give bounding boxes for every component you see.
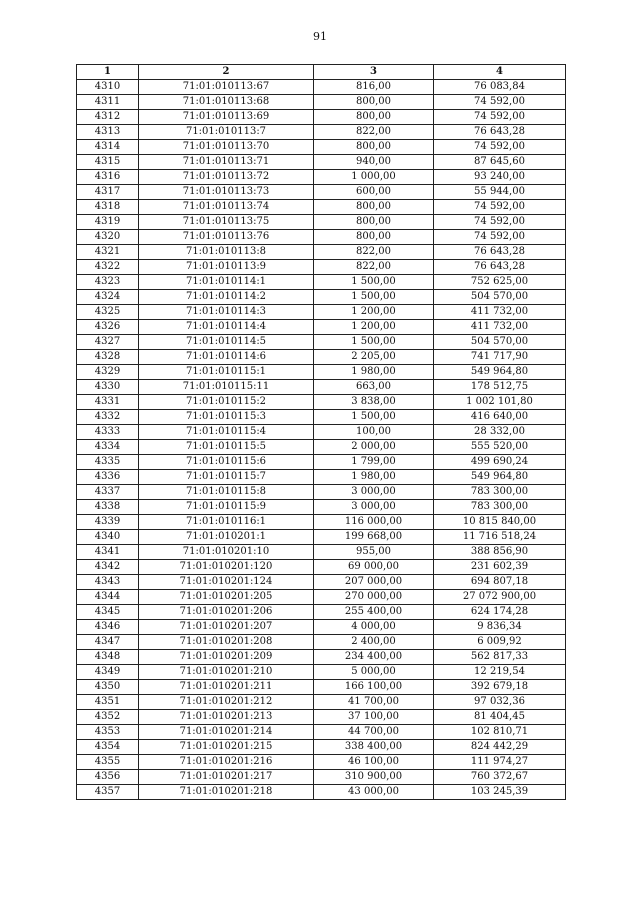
row-number-cell: 4310: [77, 80, 139, 95]
value-cell: 28 332,00: [434, 425, 566, 440]
row-number-cell: 4338: [77, 500, 139, 515]
cadastral-number-cell: 71:01:010201:213: [139, 710, 314, 725]
cadastral-number-cell: 71:01:010113:71: [139, 155, 314, 170]
area-cell: 955,00: [314, 545, 434, 560]
area-cell: 600,00: [314, 185, 434, 200]
value-cell: 562 817,33: [434, 650, 566, 665]
row-number-cell: 4333: [77, 425, 139, 440]
row-number-cell: 4316: [77, 170, 139, 185]
cadastral-number-cell: 71:01:010201:10: [139, 545, 314, 560]
cadastral-number-cell: 71:01:010113:68: [139, 95, 314, 110]
area-cell: 1 200,00: [314, 320, 434, 335]
cadastral-number-cell: 71:01:010113:76: [139, 230, 314, 245]
value-cell: 87 645,60: [434, 155, 566, 170]
row-number-cell: 4334: [77, 440, 139, 455]
table-row: [77, 575, 566, 590]
table-row: [77, 380, 566, 395]
area-cell: 800,00: [314, 200, 434, 215]
value-cell: 111 974,27: [434, 755, 566, 770]
value-cell: 74 592,00: [434, 140, 566, 155]
table-row: [77, 155, 566, 170]
cadastral-number-cell: 71:01:010113:7: [139, 125, 314, 140]
row-number-cell: 4347: [77, 635, 139, 650]
value-cell: 74 592,00: [434, 110, 566, 125]
row-number-cell: 4318: [77, 200, 139, 215]
cadastral-number-cell: 71:01:010113:67: [139, 80, 314, 95]
area-cell: 663,00: [314, 380, 434, 395]
value-cell: 93 240,00: [434, 170, 566, 185]
table-row: [77, 95, 566, 110]
row-number-cell: 4343: [77, 575, 139, 590]
cadastral-number-cell: 71:01:010201:1: [139, 530, 314, 545]
cadastral-number-cell: 71:01:010115:3: [139, 410, 314, 425]
row-number-cell: 4349: [77, 665, 139, 680]
table-row: [77, 395, 566, 410]
row-number-cell: 4319: [77, 215, 139, 230]
area-cell: 207 000,00: [314, 575, 434, 590]
table-row: [77, 680, 566, 695]
cadastral-number-cell: 71:01:010115:11: [139, 380, 314, 395]
row-number-cell: 4356: [77, 770, 139, 785]
table-row: [77, 290, 566, 305]
value-cell: 231 602,39: [434, 560, 566, 575]
table-row: [77, 140, 566, 155]
area-cell: 37 100,00: [314, 710, 434, 725]
area-cell: 822,00: [314, 260, 434, 275]
cadastral-number-cell: 71:01:010201:120: [139, 560, 314, 575]
cadastral-number-cell: 71:01:010115:5: [139, 440, 314, 455]
table-row: [77, 530, 566, 545]
value-cell: 102 810,71: [434, 725, 566, 740]
value-cell: 1 002 101,80: [434, 395, 566, 410]
row-number-cell: 4339: [77, 515, 139, 530]
value-cell: 752 625,00: [434, 275, 566, 290]
value-cell: 9 836,34: [434, 620, 566, 635]
value-cell: 416 640,00: [434, 410, 566, 425]
area-cell: 255 400,00: [314, 605, 434, 620]
row-number-cell: 4314: [77, 140, 139, 155]
area-cell: 234 400,00: [314, 650, 434, 665]
value-cell: 103 245,39: [434, 785, 566, 800]
row-number-cell: 4335: [77, 455, 139, 470]
area-cell: 822,00: [314, 245, 434, 260]
value-cell: 81 404,45: [434, 710, 566, 725]
value-cell: 76 643,28: [434, 125, 566, 140]
value-cell: 504 570,00: [434, 335, 566, 350]
cadastral-number-cell: 71:01:010115:6: [139, 455, 314, 470]
cadastral-number-cell: 71:01:010115:1: [139, 365, 314, 380]
value-cell: 783 300,00: [434, 500, 566, 515]
row-number-cell: 4355: [77, 755, 139, 770]
cadastral-number-cell: 71:01:010115:7: [139, 470, 314, 485]
cadastral-number-cell: 71:01:010115:8: [139, 485, 314, 500]
value-cell: 97 032,36: [434, 695, 566, 710]
row-number-cell: 4351: [77, 695, 139, 710]
area-cell: 4 000,00: [314, 620, 434, 635]
area-cell: 1 500,00: [314, 335, 434, 350]
cadastral-number-cell: 71:01:010201:212: [139, 695, 314, 710]
table-row: [77, 605, 566, 620]
table-row: [77, 635, 566, 650]
table-row: [77, 245, 566, 260]
value-cell: 624 174,28: [434, 605, 566, 620]
row-number-cell: 4320: [77, 230, 139, 245]
table-row: [77, 125, 566, 140]
table-row: [77, 215, 566, 230]
row-number-cell: 4313: [77, 125, 139, 140]
row-number-cell: 4329: [77, 365, 139, 380]
table-row: [77, 710, 566, 725]
area-cell: 3 000,00: [314, 485, 434, 500]
row-number-cell: 4345: [77, 605, 139, 620]
area-cell: 43 000,00: [314, 785, 434, 800]
cadastral-number-cell: 71:01:010115:2: [139, 395, 314, 410]
value-cell: 549 964,80: [434, 365, 566, 380]
cadastral-number-cell: 71:01:010201:208: [139, 635, 314, 650]
row-number-cell: 4332: [77, 410, 139, 425]
table-row: [77, 305, 566, 320]
row-number-cell: 4328: [77, 350, 139, 365]
cadastral-number-cell: 71:01:010113:74: [139, 200, 314, 215]
area-cell: 2 205,00: [314, 350, 434, 365]
area-cell: 310 900,00: [314, 770, 434, 785]
area-cell: 1 500,00: [314, 275, 434, 290]
area-cell: 1 980,00: [314, 470, 434, 485]
header-cell-3: 3: [314, 65, 434, 80]
area-cell: 100,00: [314, 425, 434, 440]
cadastral-number-cell: 71:01:010114:5: [139, 335, 314, 350]
area-cell: 338 400,00: [314, 740, 434, 755]
value-cell: 55 944,00: [434, 185, 566, 200]
cadastral-number-cell: 71:01:010116:1: [139, 515, 314, 530]
value-cell: 504 570,00: [434, 290, 566, 305]
header-cell-2: 2: [139, 65, 314, 80]
cadastral-number-cell: 71:01:010115:9: [139, 500, 314, 515]
row-number-cell: 4330: [77, 380, 139, 395]
area-cell: 2 000,00: [314, 440, 434, 455]
table-row: [77, 110, 566, 125]
area-cell: 166 100,00: [314, 680, 434, 695]
cadastral-number-cell: 71:01:010113:73: [139, 185, 314, 200]
header-row: [77, 65, 566, 80]
area-cell: 1 980,00: [314, 365, 434, 380]
row-number-cell: 4337: [77, 485, 139, 500]
cadastral-number-cell: 71:01:010113:72: [139, 170, 314, 185]
cadastral-number-cell: 71:01:010201:211: [139, 680, 314, 695]
table-row: [77, 440, 566, 455]
area-cell: 46 100,00: [314, 755, 434, 770]
row-number-cell: 4336: [77, 470, 139, 485]
row-number-cell: 4324: [77, 290, 139, 305]
table-body: [77, 80, 566, 800]
row-number-cell: 4311: [77, 95, 139, 110]
cadastral-number-cell: 71:01:010114:1: [139, 275, 314, 290]
table-row: [77, 320, 566, 335]
cadastral-number-cell: 71:01:010114:6: [139, 350, 314, 365]
row-number-cell: 4353: [77, 725, 139, 740]
header-cell-1: 1: [77, 65, 139, 80]
area-cell: 1 000,00: [314, 170, 434, 185]
row-number-cell: 4331: [77, 395, 139, 410]
row-number-cell: 4327: [77, 335, 139, 350]
area-cell: 2 400,00: [314, 635, 434, 650]
cadastral-number-cell: 71:01:010201:216: [139, 755, 314, 770]
value-cell: 76 643,28: [434, 245, 566, 260]
table-row: [77, 725, 566, 740]
value-cell: 411 732,00: [434, 320, 566, 335]
cadastral-number-cell: 71:01:010113:75: [139, 215, 314, 230]
row-number-cell: 4354: [77, 740, 139, 755]
area-cell: 800,00: [314, 95, 434, 110]
row-number-cell: 4312: [77, 110, 139, 125]
table-row: [77, 515, 566, 530]
area-cell: 1 200,00: [314, 305, 434, 320]
cadastre-table: [76, 64, 566, 800]
value-cell: 76 643,28: [434, 260, 566, 275]
table-row: [77, 365, 566, 380]
table-row: [77, 665, 566, 680]
row-number-cell: 4340: [77, 530, 139, 545]
area-cell: 270 000,00: [314, 590, 434, 605]
area-cell: 1 500,00: [314, 290, 434, 305]
row-number-cell: 4348: [77, 650, 139, 665]
cadastral-number-cell: 71:01:010201:217: [139, 770, 314, 785]
table-header: [77, 65, 566, 80]
row-number-cell: 4352: [77, 710, 139, 725]
cadastral-number-cell: 71:01:010201:210: [139, 665, 314, 680]
row-number-cell: 4346: [77, 620, 139, 635]
area-cell: 199 668,00: [314, 530, 434, 545]
table-row: [77, 770, 566, 785]
table-row: [77, 755, 566, 770]
value-cell: 411 732,00: [434, 305, 566, 320]
cadastral-number-cell: 71:01:010201:205: [139, 590, 314, 605]
page-number: 91: [313, 30, 327, 43]
table-row: [77, 545, 566, 560]
row-number-cell: 4341: [77, 545, 139, 560]
value-cell: 10 815 840,00: [434, 515, 566, 530]
table-row: [77, 200, 566, 215]
table-row: [77, 335, 566, 350]
row-number-cell: 4323: [77, 275, 139, 290]
area-cell: 41 700,00: [314, 695, 434, 710]
cadastral-number-cell: 71:01:010113:69: [139, 110, 314, 125]
table-row: [77, 560, 566, 575]
value-cell: 27 072 900,00: [434, 590, 566, 605]
area-cell: 816,00: [314, 80, 434, 95]
area-cell: 116 000,00: [314, 515, 434, 530]
value-cell: 555 520,00: [434, 440, 566, 455]
row-number-cell: 4325: [77, 305, 139, 320]
area-cell: 822,00: [314, 125, 434, 140]
table-row: [77, 425, 566, 440]
area-cell: 1 799,00: [314, 455, 434, 470]
cadastral-number-cell: 71:01:010114:3: [139, 305, 314, 320]
row-number-cell: 4350: [77, 680, 139, 695]
table-row: [77, 590, 566, 605]
value-cell: 11 716 518,24: [434, 530, 566, 545]
table-row: [77, 185, 566, 200]
cadastral-number-cell: 71:01:010201:214: [139, 725, 314, 740]
table-row: [77, 470, 566, 485]
area-cell: 800,00: [314, 230, 434, 245]
cadastral-number-cell: 71:01:010201:206: [139, 605, 314, 620]
table-row: [77, 230, 566, 245]
value-cell: 824 442,29: [434, 740, 566, 755]
area-cell: 940,00: [314, 155, 434, 170]
row-number-cell: 4344: [77, 590, 139, 605]
table-row: [77, 500, 566, 515]
row-number-cell: 4315: [77, 155, 139, 170]
area-cell: 3 000,00: [314, 500, 434, 515]
area-cell: 3 838,00: [314, 395, 434, 410]
cadastral-number-cell: 71:01:010114:4: [139, 320, 314, 335]
value-cell: 6 009,92: [434, 635, 566, 650]
area-cell: 800,00: [314, 140, 434, 155]
table-row: [77, 410, 566, 425]
row-number-cell: 4321: [77, 245, 139, 260]
cadastral-number-cell: 71:01:010201:215: [139, 740, 314, 755]
row-number-cell: 4326: [77, 320, 139, 335]
table-row: [77, 260, 566, 275]
cadastral-number-cell: 71:01:010115:4: [139, 425, 314, 440]
value-cell: 694 807,18: [434, 575, 566, 590]
table-row: [77, 350, 566, 365]
table-row: [77, 695, 566, 710]
table-row: [77, 170, 566, 185]
value-cell: 783 300,00: [434, 485, 566, 500]
area-cell: 1 500,00: [314, 410, 434, 425]
cadastral-number-cell: 71:01:010201:209: [139, 650, 314, 665]
table-row: [77, 650, 566, 665]
table-row: [77, 740, 566, 755]
table-row: [77, 455, 566, 470]
area-cell: 69 000,00: [314, 560, 434, 575]
cadastral-number-cell: 71:01:010113:9: [139, 260, 314, 275]
value-cell: 760 372,67: [434, 770, 566, 785]
table-row: [77, 80, 566, 95]
value-cell: 499 690,24: [434, 455, 566, 470]
area-cell: 800,00: [314, 110, 434, 125]
value-cell: 74 592,00: [434, 215, 566, 230]
table-row: [77, 620, 566, 635]
value-cell: 741 717,90: [434, 350, 566, 365]
value-cell: 74 592,00: [434, 95, 566, 110]
area-cell: 800,00: [314, 215, 434, 230]
cadastral-number-cell: 71:01:010201:218: [139, 785, 314, 800]
cadastral-number-cell: 71:01:010113:70: [139, 140, 314, 155]
table-row: [77, 785, 566, 800]
value-cell: 392 679,18: [434, 680, 566, 695]
value-cell: 76 083,84: [434, 80, 566, 95]
area-cell: 44 700,00: [314, 725, 434, 740]
value-cell: 74 592,00: [434, 230, 566, 245]
value-cell: 549 964,80: [434, 470, 566, 485]
table-row: [77, 485, 566, 500]
row-number-cell: 4357: [77, 785, 139, 800]
row-number-cell: 4322: [77, 260, 139, 275]
value-cell: 178 512,75: [434, 380, 566, 395]
cadastral-number-cell: 71:01:010113:8: [139, 245, 314, 260]
cadastral-number-cell: 71:01:010201:124: [139, 575, 314, 590]
table-row: [77, 275, 566, 290]
row-number-cell: 4317: [77, 185, 139, 200]
value-cell: 388 856,90: [434, 545, 566, 560]
cadastral-number-cell: 71:01:010201:207: [139, 620, 314, 635]
header-cell-4: 4: [434, 65, 566, 80]
cadastral-number-cell: 71:01:010114:2: [139, 290, 314, 305]
value-cell: 74 592,00: [434, 200, 566, 215]
value-cell: 12 219,54: [434, 665, 566, 680]
row-number-cell: 4342: [77, 560, 139, 575]
area-cell: 5 000,00: [314, 665, 434, 680]
